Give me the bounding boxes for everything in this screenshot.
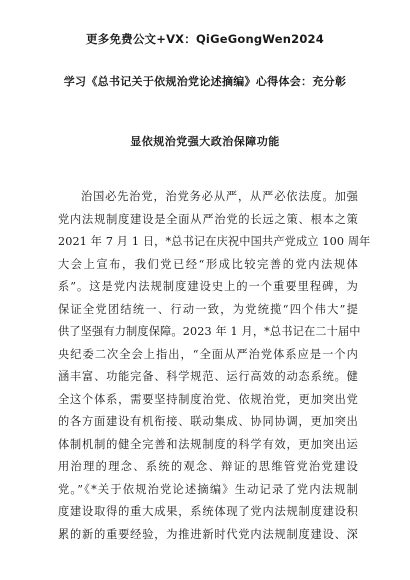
body-paragraph: [58, 186, 371, 546]
body-line: 体制机制的健全完善和法规制度的科学有效，更加突出运: [58, 437, 358, 451]
document-title-line-2: 显依规治党强大政治保障功能: [130, 135, 280, 148]
body-line: 党内法规制度建设是全面从严治党的长远之策、根本之策: [58, 212, 358, 226]
body-line: 大会上宣布，我们党已经“形成比较完善的党内法规体: [58, 257, 358, 271]
body-line: 2021 年 7 月 1 日，*总书记在庆祝中国共产党成立 100 周年: [58, 235, 371, 248]
body-line: 用治理的理念、系统的观念、辩证的思维管党治党建设: [58, 460, 358, 473]
body-line: 全这个体系，需要坚持制度治党、依规治党，更加突出党: [58, 392, 358, 406]
body-line: 治国必先治党，治党务必从严，从严必依法度。加强: [81, 190, 358, 203]
body-line: 的各方面建设有机衔接、联动集成、协同协调，更加突出: [58, 415, 358, 428]
body-line: 央纪委二次全会上指出，“全面从严治党体系应是一个内: [58, 347, 358, 361]
body-line: 保证全党团结统一、行动一致，为党统揽“四个伟大”提: [58, 302, 358, 316]
document-title-line-1: 学习《总书记关于依规治党论述摘编》心得体会：充分彰: [63, 75, 347, 88]
body-line: 系”。这是党内法规制度建设史上的一个重要里程碑，为: [58, 280, 358, 293]
body-line: 党。”《*关于依规治党论述摘编》生动记录了党内法规制: [58, 482, 358, 496]
body-line: 累的新的重要经验，为推进新时代党内法规制度建设、深: [58, 527, 358, 541]
body-line: 度建设取得的重大成果，系统体现了党内法规制度建设积: [58, 505, 358, 518]
promo-header: 更多免费公文+VX：QiGeGongWen2024: [86, 32, 324, 46]
body-line: 供了坚强有力制度保障。2023 年 1 月，*总书记在二十届中: [58, 325, 361, 338]
body-line: 涵丰富、功能完备、科学规范、运行高效的动态系统。健: [58, 370, 358, 383]
